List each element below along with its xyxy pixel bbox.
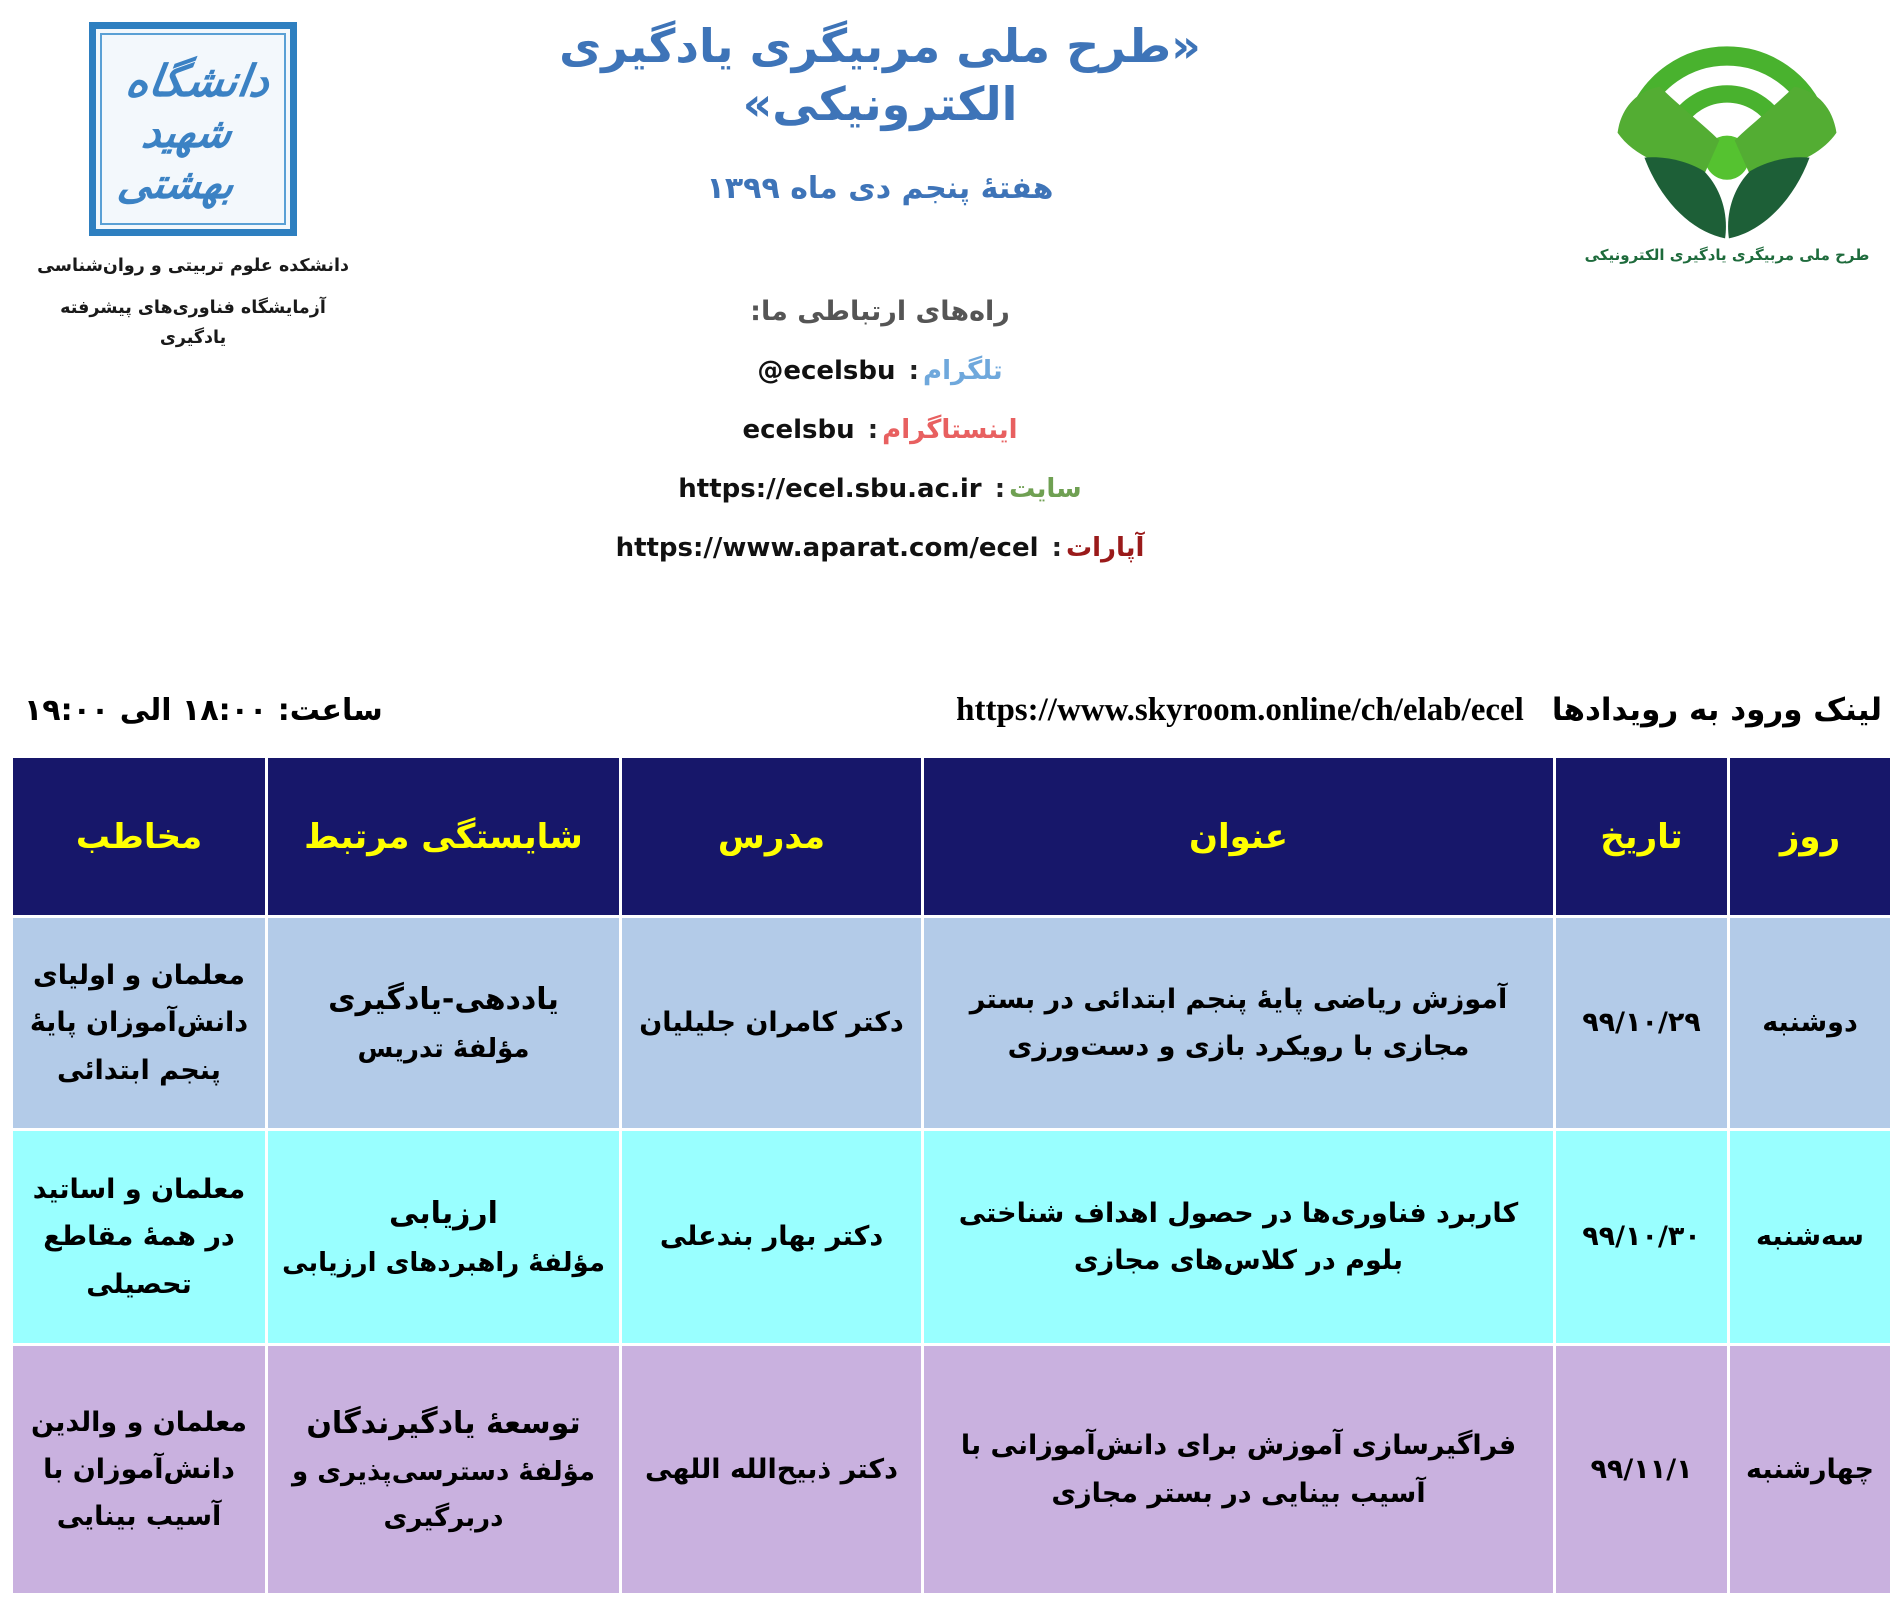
cell-competency	[267, 1345, 621, 1595]
session-time: ساعت: ۱۸:۰۰ الی ۱۹:۰۰	[24, 693, 383, 728]
cell-audience: معلمان و اساتید در همهٔ مقاطع تحصیلی	[12, 1130, 267, 1345]
lab-name: آزمایشگاه فناوری‌های پیشرفته یادگیری	[60, 297, 326, 348]
page-subtitle: هفتهٔ پنجم دی ماه ۱۳۹۹	[706, 171, 1054, 206]
cell-competency	[267, 917, 621, 1130]
header-day: روز	[1729, 757, 1892, 917]
schedule-row-tuesday	[12, 1130, 1892, 1345]
cell-title: فراگیرسازی آموزش برای دانش‌آموزانی با آسیب بینایی در بستر مجازی	[923, 1345, 1555, 1595]
colon: :	[908, 356, 920, 386]
header-date: تاریخ	[1555, 757, 1729, 917]
instagram-handle[interactable]: ecelsbu	[742, 415, 855, 445]
cell-title: آموزش ریاضی پایهٔ پنجم ابتدائی در بستر مجازی با رویکرد بازی و دست‌ورزی	[923, 917, 1555, 1130]
title-contact-block	[430, 18, 1330, 563]
svg-text:بهشتی: بهشتی	[114, 159, 238, 209]
colon: :	[867, 415, 879, 445]
svg-text:شهید: شهید	[139, 108, 235, 158]
cell-instructor: دکتر بهار بندعلی	[621, 1130, 923, 1345]
page-title: «طرح ملی مربیگری یادگیری الکترونیکی»	[559, 19, 1201, 131]
schedule-header-row	[12, 757, 1892, 917]
plan-logo-caption: طرح ملی مربیگری یادگیری الکترونیکی	[1584, 246, 1870, 264]
header-title: عنوان	[923, 757, 1555, 917]
sbu-calligraphy-icon	[102, 35, 284, 223]
header-competency: شایستگی مرتبط	[267, 757, 621, 917]
contact-line-aparat	[430, 533, 1330, 563]
cell-instructor: دکتر ذبیح‌الله اللهی	[621, 1345, 923, 1595]
website-url[interactable]: https://ecel.sbu.ac.ir	[678, 474, 982, 504]
contact-line-telegram	[430, 356, 1330, 386]
aparat-url[interactable]: https://www.aparat.com/ecel	[615, 533, 1039, 563]
aparat-label: آپارات	[1065, 533, 1145, 563]
competency-sub: مؤلفهٔ راهبردهای ارزیابی	[282, 1247, 605, 1278]
header-audience: مخاطب	[12, 757, 267, 917]
competency-sub: مؤلفهٔ تدریس	[357, 1033, 530, 1064]
cell-date: ۹۹/۱۰/۲۹	[1555, 917, 1729, 1130]
competency-main: یاددهی-یادگیری	[328, 982, 559, 1017]
sbu-university-logo	[89, 22, 297, 236]
cell-title: کاربرد فناوری‌ها در حصول اهداف شناختی بلوم در کلاس‌های مجازی	[923, 1130, 1555, 1345]
schedule-row-wednesday	[12, 1345, 1892, 1595]
schedule-row-monday	[12, 917, 1892, 1130]
svg-text:دانشگاه: دانشگاه	[122, 56, 273, 108]
header-instructor: مدرس	[621, 757, 923, 917]
cell-day: دوشنبه	[1729, 917, 1892, 1130]
faculty-name: دانشکده علوم تربیتی و روان‌شناسی	[37, 256, 349, 276]
competency-main: ارزیابی	[389, 1196, 498, 1231]
cell-instructor: دکتر کامران جلیلیان	[621, 917, 923, 1130]
instagram-label: اینستاگرام	[882, 415, 1018, 445]
cell-audience: معلمان و اولیای دانش‌آموزان پایهٔ پنجم ابتدائی	[12, 917, 267, 1130]
sbu-logo-frame	[100, 33, 286, 225]
cell-day: سه‌شنبه	[1729, 1130, 1892, 1345]
colon: :	[994, 474, 1006, 504]
events-link-url[interactable]: https://www.skyroom.online/ch/elab/ecel	[956, 692, 1524, 728]
university-block	[28, 22, 358, 353]
cell-date: ۹۹/۱۰/۳۰	[1555, 1130, 1729, 1345]
cell-audience: معلمان و والدین دانش‌آموزان با آسیب بینایی	[12, 1345, 267, 1595]
telegram-label: تلگرام	[923, 356, 1003, 386]
cell-competency	[267, 1130, 621, 1345]
events-link-label: لینک ورود به رویدادها	[1551, 692, 1882, 728]
events-link-row	[18, 692, 1882, 729]
elearning-coaching-logo-icon	[1602, 6, 1852, 246]
website-label: سایت	[1009, 474, 1082, 504]
telegram-handle[interactable]: @ecelsbu	[757, 356, 896, 386]
contact-line-website	[430, 474, 1330, 504]
contact-line-instagram	[430, 415, 1330, 445]
competency-sub: مؤلفهٔ دسترسی‌پذیری و دربرگیری	[291, 1457, 596, 1533]
colon: :	[1051, 533, 1062, 563]
competency-main: توسعهٔ یادگیرندگان	[306, 1405, 581, 1441]
cell-day: چهارشنبه	[1729, 1345, 1892, 1595]
cell-date: ۹۹/۱۱/۱	[1555, 1345, 1729, 1595]
schedule-table	[10, 755, 1893, 1596]
contact-heading: راه‌های ارتباطی ما:	[750, 296, 1010, 327]
plan-logo-block	[1572, 6, 1882, 264]
